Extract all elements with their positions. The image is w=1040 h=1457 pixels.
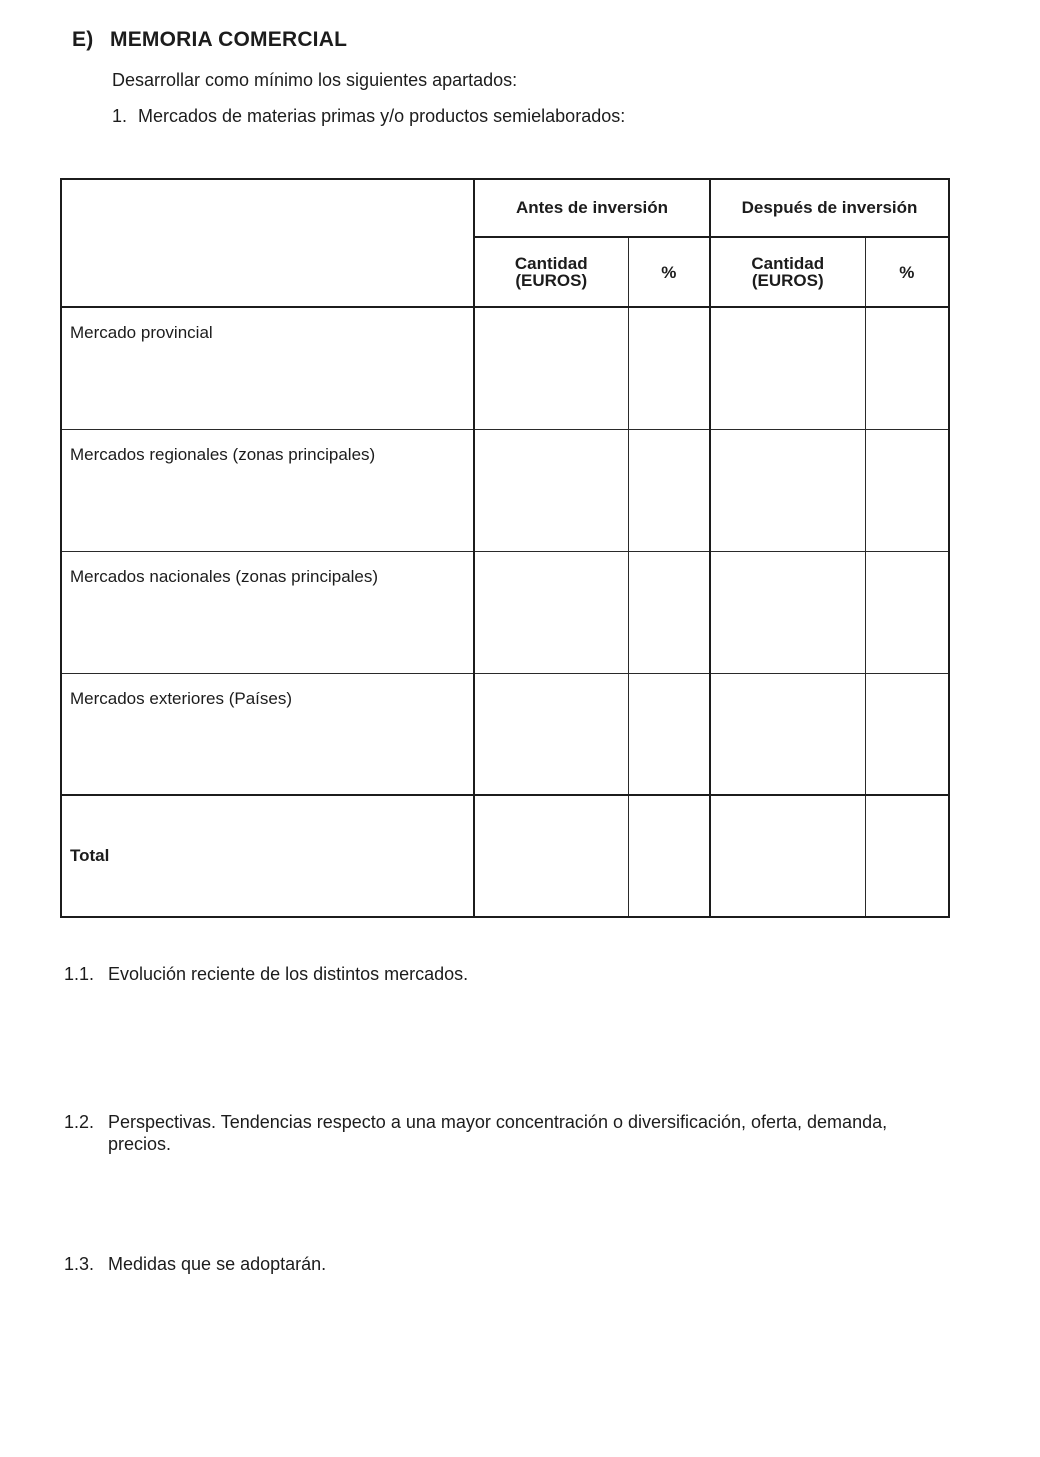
header-after-quantity: [710, 237, 865, 307]
row-label-national: Mercados nacionales (zonas principales): [61, 551, 474, 673]
quantity-unit: (EUROS): [515, 271, 588, 290]
subsection-text-continuation: precios.: [108, 1134, 172, 1154]
item-1-number: 1.: [112, 106, 128, 126]
subsection-text: Medidas que se adoptarán.: [108, 1254, 327, 1274]
cell-after-percent[interactable]: [865, 551, 949, 673]
section-heading: [72, 28, 347, 52]
table-row: [61, 429, 949, 551]
header-before-investment: Antes de inversión: [474, 179, 710, 237]
row-label-provincial: Mercado provincial: [61, 307, 474, 429]
subsection-text: Evolución reciente de los distintos mercados.: [108, 964, 469, 984]
row-label-regional: Mercados regionales (zonas principales): [61, 429, 474, 551]
quantity-label: Cantidad: [514, 254, 588, 273]
subsection-1-3: [64, 1254, 326, 1275]
cell-after-quantity[interactable]: [710, 429, 865, 551]
markets-table: [60, 178, 950, 918]
cell-total-before-percent[interactable]: [628, 795, 710, 917]
cell-after-quantity[interactable]: [710, 673, 865, 795]
cell-before-quantity[interactable]: [474, 307, 628, 429]
cell-total-before-quantity[interactable]: [474, 795, 628, 917]
cell-before-percent[interactable]: [628, 429, 710, 551]
header-before-quantity: [474, 237, 628, 307]
cell-before-percent[interactable]: [628, 551, 710, 673]
cell-after-quantity[interactable]: [710, 551, 865, 673]
cell-after-percent[interactable]: [865, 673, 949, 795]
section-title: MEMORIA COMERCIAL: [110, 28, 348, 51]
table-corner-cell: [61, 179, 474, 307]
quantity-label: Cantidad: [751, 254, 825, 273]
subsection-number: 1.2.: [64, 1112, 95, 1132]
subsection-text: Perspectivas. Tendencias respecto a una mayor concentración o diversificación, oferta, demanda,: [108, 1112, 888, 1132]
item-1-text: Mercados de materias primas y/o productos semielaborados:: [138, 106, 626, 126]
cell-before-quantity[interactable]: [474, 673, 628, 795]
table-row: [61, 551, 949, 673]
row-label-total: Total: [61, 795, 474, 917]
section-letter: E): [72, 28, 94, 51]
subsection-number: 1.3.: [64, 1254, 95, 1274]
cell-after-quantity[interactable]: [710, 307, 865, 429]
cell-total-after-quantity[interactable]: [710, 795, 865, 917]
cell-before-percent[interactable]: [628, 307, 710, 429]
subsection-1-1: [64, 964, 468, 985]
cell-before-quantity[interactable]: [474, 429, 628, 551]
quantity-unit: (EUROS): [751, 271, 824, 290]
header-after-investment: Después de inversión: [710, 179, 949, 237]
row-label-foreign: Mercados exteriores (Países): [61, 673, 474, 795]
cell-after-percent[interactable]: [865, 429, 949, 551]
item-1: [112, 106, 625, 127]
table-row: [61, 673, 949, 795]
header-after-percent: %: [865, 237, 949, 307]
intro-text: Desarrollar como mínimo los siguientes apartados:: [112, 70, 518, 90]
header-before-percent: %: [628, 237, 710, 307]
table-row-total: [61, 795, 949, 917]
cell-after-percent[interactable]: [865, 307, 949, 429]
subsection-number: 1.1.: [64, 964, 95, 984]
cell-before-quantity[interactable]: [474, 551, 628, 673]
table-row: [61, 307, 949, 429]
subsection-1-2: [64, 1111, 887, 1155]
cell-before-percent[interactable]: [628, 673, 710, 795]
cell-total-after-percent[interactable]: [865, 795, 949, 917]
